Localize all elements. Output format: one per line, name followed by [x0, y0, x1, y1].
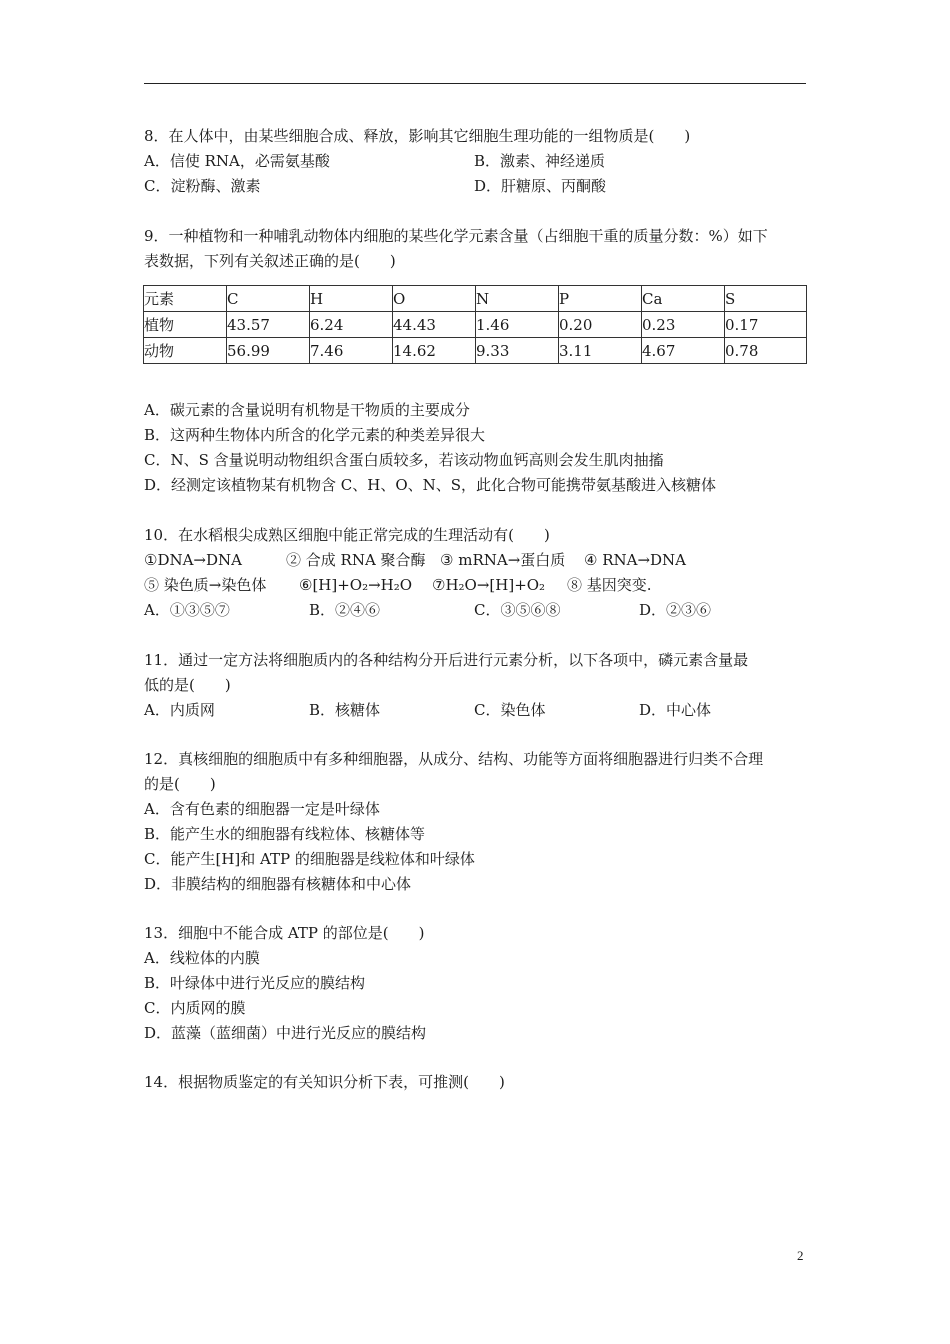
q13-option-d: D．蓝藻（蓝细菌）中进行光反应的膜结构 [144, 1024, 427, 1042]
table-cell: 4.67 [642, 338, 725, 364]
table-cell: 44.43 [393, 312, 476, 338]
q8-option-a: A．信使 RNA，必需氨基酸 [144, 152, 330, 170]
q10-option-d: D．②③⑥ [639, 601, 712, 619]
table-cell: N [476, 286, 559, 312]
table-row [144, 338, 807, 364]
q10-item-7: ⑦H₂O→[H]+O₂ [432, 576, 546, 594]
q11-option-d: D．中心体 [639, 701, 712, 719]
table-cell: 56.99 [227, 338, 310, 364]
q13-option-c: C．内质网的膜 [144, 999, 246, 1017]
q9-option-a: A．碳元素的含量说明有机物是干物质的主要成分 [144, 401, 470, 419]
table-cell: 0.78 [725, 338, 807, 364]
q9-option-d: D．经测定该植物某有机物含 C、H、O、N、S，此化合物可能携带氨基酸进入核糖体 [144, 476, 717, 494]
q10-item-1: ①DNA→DNA [144, 551, 242, 569]
q8-option-b: B．激素、神经递质 [474, 152, 606, 170]
q9-option-c: C．N、S 含量说明动物组织含蛋白质较多，若该动物血钙高则会发生肌肉抽搐 [144, 451, 664, 469]
q13-stem: 13．细胞中不能合成 ATP 的部位是( ) [144, 924, 425, 942]
q12-option-d: D．非膜结构的细胞器有核糖体和中心体 [144, 875, 412, 893]
table-cell: 元素 [144, 286, 227, 312]
table-cell: 动物 [144, 338, 227, 364]
q8-stem: 8．在人体中，由某些细胞合成、释放，影响其它细胞生理功能的一组物质是( ) [144, 127, 691, 145]
q9-option-b: B．这两种生物体内所含的化学元素的种类差异很大 [144, 426, 486, 444]
q11-stem-line1: 11．通过一定方法将细胞质内的各种结构分开后进行元素分析，以下各项中，磷元素含量最 [144, 651, 749, 669]
q10-stem: 10．在水稻根尖成熟区细胞中能正常完成的生理活动有( ) [144, 526, 550, 544]
q12-stem-line2: 的是( ) [144, 775, 216, 793]
q10-option-c: C．③⑤⑥⑧ [474, 601, 561, 619]
q10-item-6: ⑥[H]+O₂→H₂O [299, 576, 413, 594]
q14-stem: 14．根据物质鉴定的有关知识分析下表，可推测( ) [144, 1073, 505, 1091]
q10-item-5: ⑤ 染色质→染色体 [144, 576, 267, 594]
table-cell: 6.24 [310, 312, 393, 338]
q12-stem-line1: 12．真核细胞的细胞质中有多种细胞器，从成分、结构、功能等方面将细胞器进行归类不合理 [144, 750, 764, 768]
q12-option-a: A．含有色素的细胞器一定是叶绿体 [144, 800, 380, 818]
table-cell: 植物 [144, 312, 227, 338]
q11-option-a: A．内质网 [144, 701, 215, 719]
q10-item-3: ③ mRNA→蛋白质 [440, 551, 566, 569]
table-cell: 0.20 [559, 312, 642, 338]
q13-option-a: A．线粒体的内膜 [144, 949, 260, 967]
q11-option-c: C．染色体 [474, 701, 546, 719]
table-cell: 0.17 [725, 312, 807, 338]
table-cell: H [310, 286, 393, 312]
table-cell: 1.46 [476, 312, 559, 338]
table-cell: P [559, 286, 642, 312]
table-row [144, 312, 807, 338]
table-cell: 43.57 [227, 312, 310, 338]
element-content-table [143, 285, 807, 364]
table-cell: C [227, 286, 310, 312]
table-cell: 7.46 [310, 338, 393, 364]
q12-option-c: C．能产生[H]和 ATP 的细胞器是线粒体和叶绿体 [144, 850, 475, 868]
table-cell: 3.11 [559, 338, 642, 364]
table-cell: S [725, 286, 807, 312]
q9-stem-line1: 9．一种植物和一种哺乳动物体内细胞的某些化学元素含量（占细胞干重的质量分数：%）如下 [144, 227, 768, 245]
q8-option-c: C．淀粉酶、激素 [144, 177, 261, 195]
q12-option-b: B．能产生水的细胞器有线粒体、核糖体等 [144, 825, 426, 843]
table-cell: 0.23 [642, 312, 725, 338]
q10-item-2: ② 合成 RNA 聚合酶 [286, 551, 426, 569]
table-header-row [144, 286, 807, 312]
table-cell: 14.62 [393, 338, 476, 364]
q9-stem-line2: 表数据，下列有关叙述正确的是( ) [144, 252, 396, 270]
q11-stem-line2: 低的是( ) [144, 676, 231, 694]
q10-option-b: B．②④⑥ [309, 601, 381, 619]
q10-item-8: ⑧ 基因突变. [567, 576, 652, 594]
q10-item-4: ④ RNA→DNA [584, 551, 687, 569]
q8-option-d: D．肝糖原、丙酮酸 [474, 177, 607, 195]
page-number: 2 [797, 1248, 804, 1263]
q10-option-a: A．①③⑤⑦ [144, 601, 230, 619]
q11-option-b: B．核糖体 [309, 701, 381, 719]
header-rule [144, 83, 806, 84]
q13-option-b: B．叶绿体中进行光反应的膜结构 [144, 974, 366, 992]
table-cell: O [393, 286, 476, 312]
table-cell: Ca [642, 286, 725, 312]
table-cell: 9.33 [476, 338, 559, 364]
